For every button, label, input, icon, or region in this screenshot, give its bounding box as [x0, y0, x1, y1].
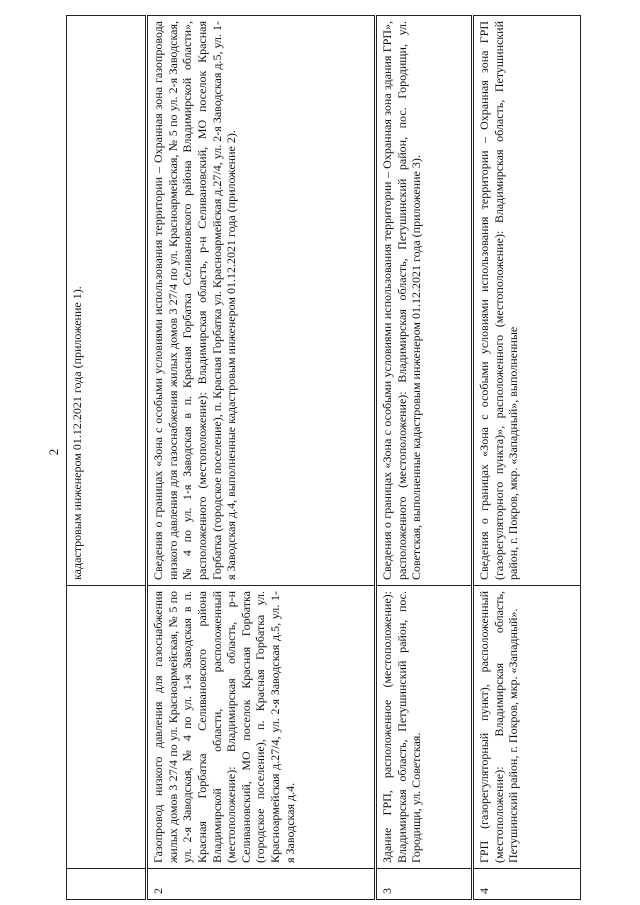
object-cell: Газопровод низкого давления для газоснабжения жилых домов 3 27/4 по ул. Красноармейская, № 5 по ул. 2-я Заводская, № 4 по ул. 1-я Заводская в п. Красная Горбатка Селивановского района Владимирской области, расположенный (местоположение): Владимирская область, р-н Селивановский, МО поселок Красная Горбатка (городское поселение), п. Красная Горбатка ул. Красноармейская д.27/4, ул. 2-я Заводская д.5, ул. 1-я Заводская д.4.: [147, 586, 376, 869]
object-cell: Здание ГРП, расположенное (местоположение): Владимирская область, Петушинский район, пос. Городищи, ул. Советская.: [376, 586, 473, 869]
info-cell: Сведения о границах «Зона с особыми условиями использования территории – Охранная зона ГРП (газорегуляторного пункта)», расположенного (местоположение): Владимирская область, Петушинский район, г. Покров, мкр. «Западный», выполненные: [473, 16, 581, 586]
table-row: [147, 16, 376, 900]
info-cell: Сведения о границах «Зона с особыми условиями использования территории – Охранная зона газопровода низкого давления для газоснабжения жилых домов 3 27/4 по ул. Красноармейская, № 5 по ул. 2-я Заводская, № 4 по ул. 1-я Заводская в п. Красная Горбатка Селивановского района Владимирской области», расположенного (местоположение): Владимирская область, р-н Селивановский, МО поселок Красная Горбатка (городское поселение), п. Красная Горбатка ул. Красноармейская д.27/4, ул. 2-я Заводская д.5, ул. 1-я Заводская д.4, выполненные кадастровым инженером 01.12.2021 года (приложение 2).: [147, 16, 376, 586]
info-cell: Сведения о границах «Зона с особыми условиями использования территории – Охранная зона здания ГРП», расположенного (местоположение): Владимирская область, Петушинский район, пос. Городищи, ул. Советская, выполненные кадастровым инженером 01.12.2021 года (приложение 3).: [376, 16, 473, 586]
row-number-cell: 2: [147, 869, 376, 900]
row-number-cell: 3: [376, 869, 473, 900]
table-row: [473, 16, 581, 900]
table-row: [67, 16, 147, 900]
document-table: [66, 15, 581, 900]
table-row: [376, 16, 473, 900]
row-number-cell: [67, 869, 147, 900]
info-cell: кадастровым инженером 01.12.2021 года (приложение 1).: [67, 16, 147, 586]
row-number-cell: 4: [473, 869, 581, 900]
object-cell: ГРП (газорегуляторный пункт), расположенный (местоположение): Владимирская область, Петушинский район, г. Покров, мкр. «Западный».: [473, 586, 581, 869]
page-number: 2: [46, 448, 61, 456]
object-cell: [67, 586, 147, 869]
document-page: [66, 15, 616, 900]
